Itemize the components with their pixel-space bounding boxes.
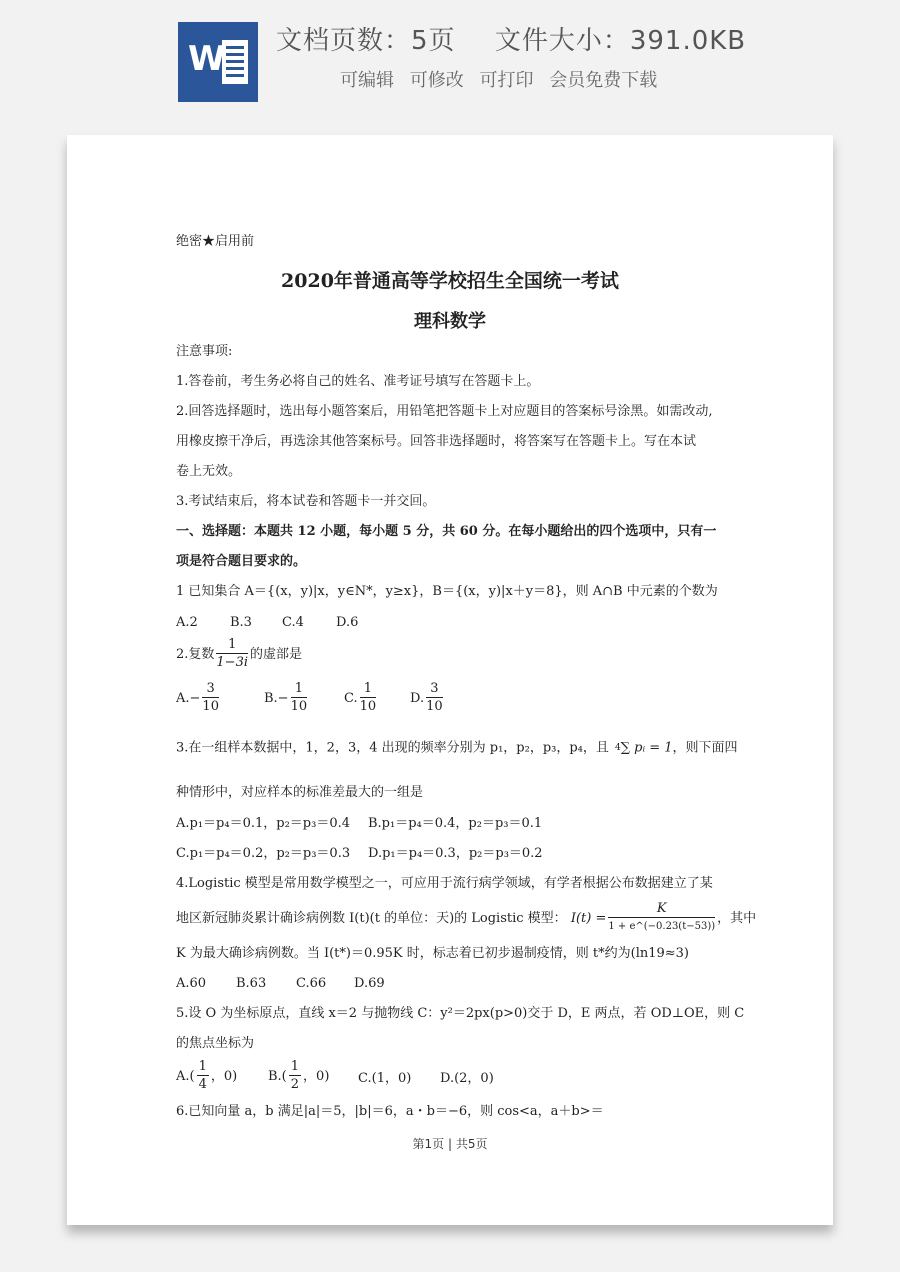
q1-option-b: B.3 bbox=[230, 615, 252, 630]
q4-option-a: A.60 bbox=[176, 976, 207, 991]
exam-subtitle: 理科数学 bbox=[414, 311, 486, 332]
q3-option-c: C.p₁＝p₄＝0.2，p₂＝p₃＝0.3 bbox=[176, 846, 351, 861]
section-heading-b: 项是符合题目要求的。 bbox=[176, 554, 307, 569]
q5-option-b: B.( $\frac{1}{2}$ ，0) bbox=[268, 1059, 330, 1092]
page-footer: 第1页 | 共5页 bbox=[412, 1137, 488, 1151]
notice-heading: 注意事项: bbox=[176, 344, 233, 359]
feature-modifiable: 可修改 bbox=[409, 70, 464, 91]
notice-3: 3.考试结束后，将本试卷和答题卡一并交回。 bbox=[176, 494, 436, 509]
q2-option-c: C. $\frac{1}{10}$ bbox=[344, 681, 377, 714]
word-doc-icon: W bbox=[178, 22, 258, 102]
section-heading-a: 一、选择题：本题共 12 小题，每小题 5 分，共 60 分。在每小题给出的四个选项中，只有一 bbox=[176, 524, 717, 539]
q2-option-d: D. $\frac{3}{10}$ bbox=[410, 681, 443, 714]
question-3a: 3.在一组样本数据中，1，2，3，4 出现的频率分别为 p₁，p₂，p₃，p₄，且 4 ∑ pᵢ = 1，则下面四 bbox=[176, 740, 738, 756]
feature-member-download: 会员免费下载 bbox=[549, 70, 658, 91]
question-1: 1 已知集合 A＝{(x，y)|x，y∈N*，y≥x}，B＝{(x，y)|x＋y＝8}，则 A∩B 中元素的个数为 bbox=[176, 584, 718, 599]
notice-2c: 卷上无效。 bbox=[176, 464, 242, 479]
notice-2b: 用橡皮擦干净后，再选涂其他答案标号。回答非选择题时，将答案写在答题卡上。写在本试 bbox=[176, 434, 697, 449]
q1-option-c: C.4 bbox=[282, 615, 304, 630]
document-page bbox=[67, 135, 833, 1225]
doc-pages: 文档页数：5页 bbox=[276, 26, 456, 56]
download-banner bbox=[0, 0, 900, 130]
file-info bbox=[276, 20, 876, 60]
notice-1: 1.答卷前，考生务必将自己的姓名、准考证号填写在答题卡上。 bbox=[176, 374, 540, 389]
q4-option-d: D.69 bbox=[354, 976, 385, 991]
q4-option-b: B.63 bbox=[236, 976, 267, 991]
q3-option-b: B.p₁＝p₄＝0.4，p₂＝p₃＝0.1 bbox=[368, 816, 543, 831]
q2-fraction: $\frac{1}{1-3i}$ bbox=[216, 637, 248, 670]
q1-option-d: D.6 bbox=[336, 615, 359, 630]
q5-option-a: A.( $\frac{1}{4}$ ，0) bbox=[176, 1059, 238, 1092]
feature-printable: 可打印 bbox=[479, 70, 534, 91]
question-4c: K 为最大确诊病例数。当 I(t*)＝0.95K 时，标志着已初步遏制疫情，则 t*约为(ln19≈3) bbox=[176, 946, 690, 961]
secret-mark: 绝密★启用前 bbox=[176, 234, 255, 249]
q2-option-a: A.− $\frac{3}{10}$ bbox=[176, 681, 219, 714]
q3-option-d: D.p₁＝p₄＝0.3，p₂＝p₃＝0.2 bbox=[368, 846, 543, 861]
question-4a: 4.Logistic 模型是常用数学模型之一，可应用于流行病学领域，有学者根据公布数据建立了某 bbox=[176, 876, 713, 891]
q5-option-c: C.(1，0) bbox=[358, 1071, 412, 1086]
question-5b: 的焦点坐标为 bbox=[176, 1036, 255, 1051]
question-3b: 种情形中，对应样本的标准差最大的一组是 bbox=[176, 785, 424, 800]
q3-option-a: A.p₁＝p₄＝0.1，p₂＝p₃＝0.4 bbox=[176, 816, 351, 831]
q4-option-c: C.66 bbox=[296, 976, 327, 991]
question-2: 2.复数 $\frac{1}{1-3i}$ 的虚部是 bbox=[176, 637, 303, 670]
question-5a: 5.设 O 为坐标原点，直线 x＝2 与抛物线 C：y²＝2px(p>0)交于 D，E 两点，若 OD⊥OE，则 C bbox=[176, 1006, 745, 1021]
logistic-formula: I(t) = $\frac{K}{1 + e\^{}(-0.23(t-53))}$ bbox=[570, 901, 716, 932]
question-6: 6.已知向量 a，b 满足|a|＝5，|b|＝6，a・b＝−6，则 cos<a，a＋b>＝ bbox=[176, 1104, 604, 1119]
notice-2a: 2.回答选择题时，选出每小题答案后，用铅笔把答题卡上对应题目的答案标号涂黑。如需改动, bbox=[176, 404, 713, 419]
question-4b: 地区新冠肺炎累计确诊病例数 I(t)(t 的单位：天)的 Logistic 模型： I(t) = $\frac{K}{1 + e\^{}(-0.23(t-53))}$ ，其中 bbox=[176, 901, 757, 932]
file-size: 文件大小：391.0KB bbox=[494, 26, 747, 56]
q2-option-b: B.− $\frac{1}{10}$ bbox=[264, 681, 308, 714]
feature-editable: 可编辑 bbox=[340, 70, 394, 91]
feature-list bbox=[340, 66, 740, 94]
exam-title: 2020年普通高等学校招生全国统一考试 bbox=[281, 270, 619, 292]
q3-summation: ∑ pᵢ = 1 bbox=[620, 740, 673, 756]
q1-option-a: A.2 bbox=[176, 615, 198, 630]
q5-option-d: D.(2，0) bbox=[440, 1071, 494, 1086]
